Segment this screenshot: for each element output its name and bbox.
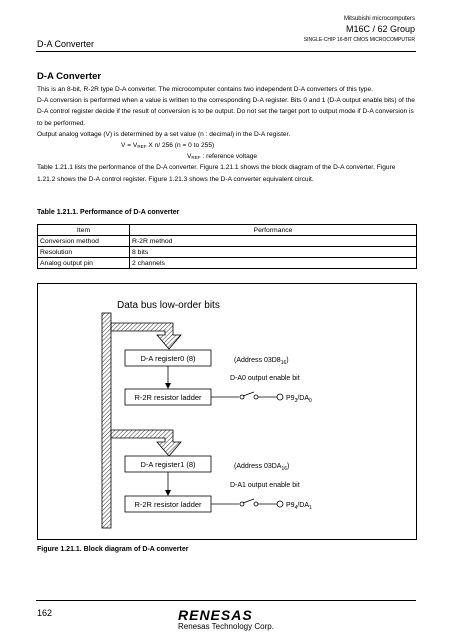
ladder1-label: R-2R resistor ladder bbox=[134, 500, 202, 509]
table-header: Item bbox=[38, 225, 130, 236]
table-header-row bbox=[38, 225, 417, 236]
section-title: D-A Converter bbox=[37, 71, 102, 82]
header-company: Mitsubishi microcomputers bbox=[343, 16, 415, 22]
paragraph-4: Table 1.21.1 lists the performance of the D-A converter. Figure 1.21.1 shows the block diagram of the D-A converter. Figure 1.21.2 shows the D-A control register. Figure 1.21.3 shows the D-A converter equivalent circuit. bbox=[37, 164, 396, 183]
table-cell: 8 bits bbox=[130, 247, 417, 258]
ladder0-label: R-2R resistor ladder bbox=[134, 393, 202, 402]
ref-prefix: V bbox=[187, 153, 192, 161]
table-cell: Resolution bbox=[38, 247, 130, 258]
pin0-prefix: P9 bbox=[286, 395, 295, 402]
renesas-logo: RENESAS bbox=[178, 607, 253, 623]
address0-suffix: ) bbox=[286, 357, 289, 364]
footer-divider bbox=[36, 600, 416, 601]
pin1-terminal bbox=[277, 501, 283, 507]
bus-label: Data bus low-order bits bbox=[117, 300, 220, 311]
pin1-sub1: 1 bbox=[309, 505, 312, 511]
header-subtitle: SINGLE-CHIP 16-BIT CMOS MICROCOMPUTER bbox=[303, 37, 415, 43]
eq-suffix: X n/ 256 (n = 0 to 255) bbox=[146, 142, 215, 150]
eq-sub: REF bbox=[137, 143, 147, 149]
pin0-mid: /DA bbox=[297, 395, 310, 402]
pin0-label bbox=[286, 395, 312, 404]
table-cell: R-2R method bbox=[130, 236, 417, 247]
address1-suffix: ) bbox=[287, 463, 290, 470]
page-number: 162 bbox=[37, 608, 53, 618]
paragraph-2: D-A conversion is performed when a value is written to the corresponding D-A register. Bits 0 and 1 (D-A output enable bits) of the D-A control register decide if the result of conversion is to be output. Do not set the target port to output mode if D-A conversion is to be performed. bbox=[37, 97, 415, 127]
address1-sub: 16 bbox=[281, 466, 288, 472]
table-header: Performance bbox=[130, 225, 417, 236]
table-cell: Conversion method bbox=[38, 236, 130, 247]
address0-prefix: (Address 03D8 bbox=[234, 357, 281, 364]
reg1-arrowhead bbox=[165, 490, 171, 496]
table-caption: Table 1.21.1. Performance of D-A converter bbox=[37, 209, 180, 216]
renesas-logo-subtitle: Renesas Technology Corp. bbox=[178, 622, 274, 631]
data-bus bbox=[102, 313, 111, 528]
performance-table bbox=[37, 224, 417, 269]
pin1-label bbox=[286, 502, 312, 511]
paragraph-1: This is an 8-bit, R-2R type D-A converter. The microcomputer contains two independent D-A converters of this type. bbox=[37, 86, 373, 93]
da-register1-label: D-A register1 (8) bbox=[140, 460, 196, 469]
address0 bbox=[234, 357, 289, 366]
pin0-sub0: 0 bbox=[309, 398, 312, 404]
enable1-label: D-A1 output enable bit bbox=[230, 482, 300, 489]
switch0-blade bbox=[243, 392, 254, 396]
ref-sub: REF bbox=[191, 155, 201, 161]
switch1-blade bbox=[243, 499, 254, 503]
paragraph-3: Output analog voltage (V) is determined by a set value (n : decimal) in the D-A register. bbox=[37, 130, 291, 138]
switch0-contact-b bbox=[254, 395, 258, 399]
table-row bbox=[38, 258, 417, 269]
pin1-mid: /DA bbox=[297, 502, 310, 509]
da-register0-label: D-A register0 (8) bbox=[140, 354, 196, 363]
eq-prefix: V = V bbox=[121, 142, 138, 150]
block-diagram bbox=[37, 283, 417, 540]
enable0-label: D-A0 output enable bit bbox=[230, 375, 300, 382]
table-row bbox=[38, 247, 417, 258]
header-section: D-A Converter bbox=[37, 39, 95, 49]
pin0-sub3: 3 bbox=[294, 398, 298, 404]
table-cell: 2 channels bbox=[130, 258, 417, 269]
body-text bbox=[37, 84, 415, 185]
ref-suffix: : reference voltage bbox=[200, 153, 258, 161]
pin1-prefix: P9 bbox=[286, 502, 295, 509]
reg0-arrowhead bbox=[165, 383, 171, 389]
pin1-sub4: 4 bbox=[294, 505, 298, 511]
bus-arrow-1 bbox=[111, 430, 181, 456]
address1-prefix: (Address 03DA bbox=[234, 463, 282, 470]
figure-caption: Figure 1.21.1. Block diagram of D-A converter bbox=[37, 546, 189, 553]
table-row bbox=[38, 236, 417, 247]
bus-arrow-0 bbox=[111, 323, 181, 349]
address1 bbox=[234, 463, 289, 472]
header-divider bbox=[36, 51, 416, 52]
reference-note bbox=[37, 151, 415, 162]
address0-sub: 16 bbox=[280, 360, 287, 366]
pin0-terminal bbox=[277, 394, 283, 400]
switch1-contact-b bbox=[254, 502, 258, 506]
equation bbox=[37, 140, 415, 151]
header-group: M16C / 62 Group bbox=[345, 24, 415, 34]
table-cell: Analog output pin bbox=[38, 258, 130, 269]
